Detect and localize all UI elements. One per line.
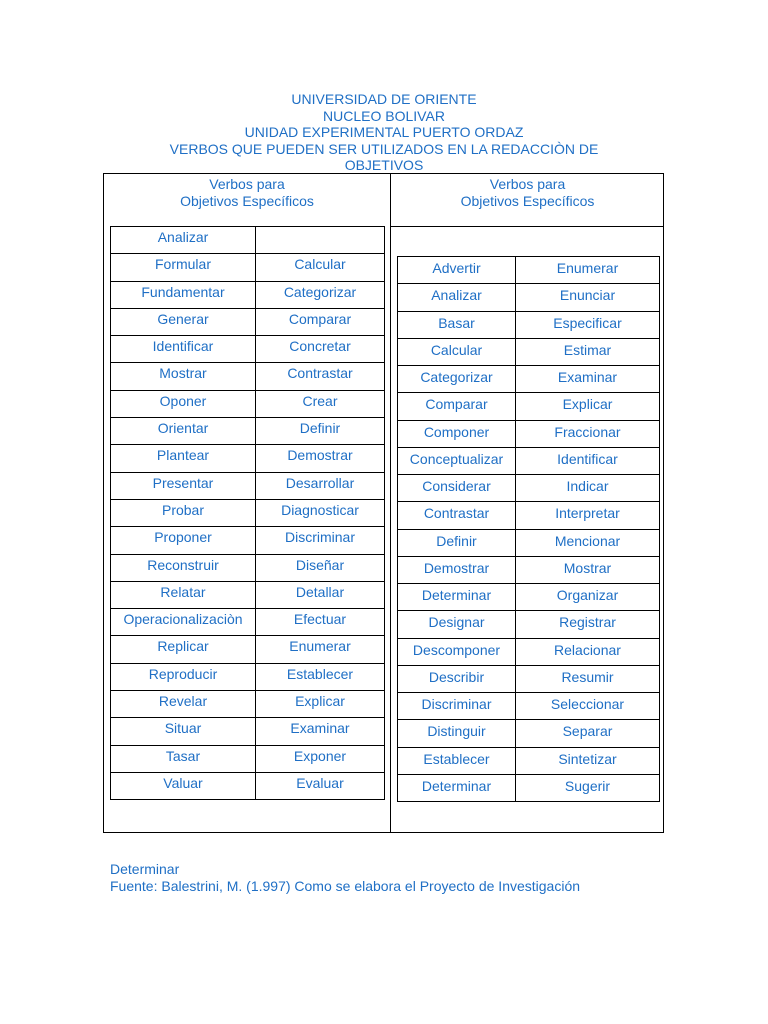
verb-cell: Especificar xyxy=(516,311,660,338)
table-row xyxy=(111,691,385,718)
verb-cell xyxy=(256,227,385,254)
table-row xyxy=(111,718,385,745)
verb-cell: Contrastar xyxy=(256,363,385,390)
verb-cell: Enunciar xyxy=(516,284,660,311)
verb-cell: Advertir xyxy=(398,257,516,284)
verb-cell: Examinar xyxy=(516,366,660,393)
verb-cell: Oponer xyxy=(111,390,256,417)
verb-cell: Comparar xyxy=(256,308,385,335)
verb-cell: Reproducir xyxy=(111,663,256,690)
verb-cell: Establecer xyxy=(256,663,385,690)
table-row xyxy=(398,338,660,365)
table-row xyxy=(398,611,660,638)
right-heading-divider xyxy=(390,226,664,227)
table-row xyxy=(398,584,660,611)
verb-cell: Orientar xyxy=(111,418,256,445)
verb-cell: Examinar xyxy=(256,718,385,745)
left-heading-line1: Verbos para xyxy=(209,176,285,192)
table-row xyxy=(111,472,385,499)
header-title: VERBOS QUE PUEDEN SER UTILIZADOS EN LA REDACCIÒN DE xyxy=(169,140,599,157)
table-row xyxy=(398,475,660,502)
table-row xyxy=(111,390,385,417)
table-row xyxy=(398,774,660,801)
header-university: UNIVERSIDAD DE ORIENTE xyxy=(291,91,477,107)
table-row xyxy=(111,554,385,581)
verb-cell: Explicar xyxy=(516,393,660,420)
verb-cell: Reconstruir xyxy=(111,554,256,581)
verb-cell: Plantear xyxy=(111,445,256,472)
verb-cell: Fundamentar xyxy=(111,281,256,308)
table-row xyxy=(111,363,385,390)
verb-cell: Operacionalizaciòn xyxy=(111,609,256,636)
table-row xyxy=(111,636,385,663)
verb-cell: Mostrar xyxy=(111,363,256,390)
verb-cell: Tasar xyxy=(111,745,256,772)
footer-source: Fuente: Balestrini, M. (1.997) Como se elabora el Proyecto de Investigación xyxy=(110,877,581,894)
verb-cell: Separar xyxy=(516,720,660,747)
table-row xyxy=(398,420,660,447)
verb-cell: Sintetizar xyxy=(516,747,660,774)
verb-cell: Mostrar xyxy=(516,556,660,583)
verb-cell: Registrar xyxy=(516,611,660,638)
verb-cell: Generar xyxy=(111,308,256,335)
header-unit: UNIDAD EXPERIMENTAL PUERTO ORDAZ xyxy=(244,124,524,140)
table-row xyxy=(111,745,385,772)
table-row xyxy=(111,499,385,526)
verb-cell: Determinar xyxy=(398,774,516,801)
table-row xyxy=(111,772,385,799)
table-row xyxy=(398,638,660,665)
table-row xyxy=(111,418,385,445)
table-row xyxy=(398,747,660,774)
table-row xyxy=(398,529,660,556)
right-verb-table xyxy=(397,256,660,802)
verb-cell: Comparar xyxy=(398,393,516,420)
table-row xyxy=(111,527,385,554)
verb-cell: Relacionar xyxy=(516,638,660,665)
table-row xyxy=(398,502,660,529)
verb-cell: Componer xyxy=(398,420,516,447)
verb-cell: Detallar xyxy=(256,581,385,608)
table-row xyxy=(111,581,385,608)
right-column-heading xyxy=(391,176,664,210)
table-row xyxy=(398,556,660,583)
verb-cell: Exponer xyxy=(256,745,385,772)
verb-cell: Resumir xyxy=(516,665,660,692)
table-row xyxy=(111,445,385,472)
verb-cell: Crear xyxy=(256,390,385,417)
header-title-continued: OBJETIVOS xyxy=(344,157,424,173)
verb-cell: Sugerir xyxy=(516,774,660,801)
table-row xyxy=(111,336,385,363)
table-row xyxy=(111,281,385,308)
verb-cell: Basar xyxy=(398,311,516,338)
verb-cell: Identificar xyxy=(111,336,256,363)
footer-verb: Determinar xyxy=(110,861,180,877)
left-heading-line2: Objetivos Específicos xyxy=(180,193,314,209)
verb-cell: Designar xyxy=(398,611,516,638)
verb-cell: Definir xyxy=(398,529,516,556)
verb-cell: Contrastar xyxy=(398,502,516,529)
table-row xyxy=(398,366,660,393)
verb-cell: Proponer xyxy=(111,527,256,554)
verb-cell: Enumerar xyxy=(516,257,660,284)
verb-cell: Demostrar xyxy=(256,445,385,472)
document-footer xyxy=(110,861,580,894)
verb-cell: Discriminar xyxy=(398,693,516,720)
table-row xyxy=(398,693,660,720)
verb-cell: Presentar xyxy=(111,472,256,499)
verb-cell: Describir xyxy=(398,665,516,692)
verb-cell: Estimar xyxy=(516,338,660,365)
table-row xyxy=(398,311,660,338)
verb-cell: Enumerar xyxy=(256,636,385,663)
verb-cell: Definir xyxy=(256,418,385,445)
verb-cell: Concretar xyxy=(256,336,385,363)
verb-cell: Calcular xyxy=(398,338,516,365)
verb-cell: Calcular xyxy=(256,254,385,281)
verb-cell: Determinar xyxy=(398,584,516,611)
verb-cell: Desarrollar xyxy=(256,472,385,499)
verb-cell: Seleccionar xyxy=(516,693,660,720)
left-verb-table xyxy=(110,226,385,800)
left-column-heading xyxy=(104,176,390,210)
table-row xyxy=(111,308,385,335)
verb-cell: Descomponer xyxy=(398,638,516,665)
verb-cell: Revelar xyxy=(111,691,256,718)
table-row xyxy=(111,609,385,636)
verb-cell: Indicar xyxy=(516,475,660,502)
column-divider xyxy=(390,174,391,832)
table-row xyxy=(398,284,660,311)
verb-cell: Establecer xyxy=(398,747,516,774)
verb-cell: Fraccionar xyxy=(516,420,660,447)
table-row xyxy=(398,720,660,747)
verb-cell: Probar xyxy=(111,499,256,526)
table-row xyxy=(398,447,660,474)
table-row xyxy=(398,665,660,692)
verb-cell: Diagnosticar xyxy=(256,499,385,526)
verb-cell: Diseñar xyxy=(256,554,385,581)
header-nucleus: NUCLEO BOLIVAR xyxy=(323,107,445,124)
table-row xyxy=(398,257,660,284)
verb-cell: Categorizar xyxy=(256,281,385,308)
verb-cell: Valuar xyxy=(111,772,256,799)
verb-cell: Conceptualizar xyxy=(398,447,516,474)
verb-cell: Distinguir xyxy=(398,720,516,747)
verb-cell: Explicar xyxy=(256,691,385,718)
verb-cell: Analizar xyxy=(111,227,256,254)
verb-cell: Analizar xyxy=(398,284,516,311)
verb-cell: Demostrar xyxy=(398,556,516,583)
table-row xyxy=(398,393,660,420)
verb-cell: Evaluar xyxy=(256,772,385,799)
table-row xyxy=(111,227,385,254)
verb-cell: Efectuar xyxy=(256,609,385,636)
verb-cell: Categorizar xyxy=(398,366,516,393)
right-heading-line2: Objetivos Específicos xyxy=(460,193,595,209)
verb-cell: Mencionar xyxy=(516,529,660,556)
verb-cell: Considerar xyxy=(398,475,516,502)
verb-cell: Formular xyxy=(111,254,256,281)
verb-cell: Replicar xyxy=(111,636,256,663)
table-row xyxy=(111,254,385,281)
verb-cell: Interpretar xyxy=(516,502,660,529)
verb-cell: Situar xyxy=(111,718,256,745)
verb-cell: Organizar xyxy=(516,584,660,611)
right-heading-line1: Verbos para xyxy=(489,176,566,192)
verb-cell: Discriminar xyxy=(256,527,385,554)
verb-cell: Relatar xyxy=(111,581,256,608)
document-header xyxy=(150,91,618,174)
table-row xyxy=(111,663,385,690)
verb-cell: Identificar xyxy=(516,447,660,474)
